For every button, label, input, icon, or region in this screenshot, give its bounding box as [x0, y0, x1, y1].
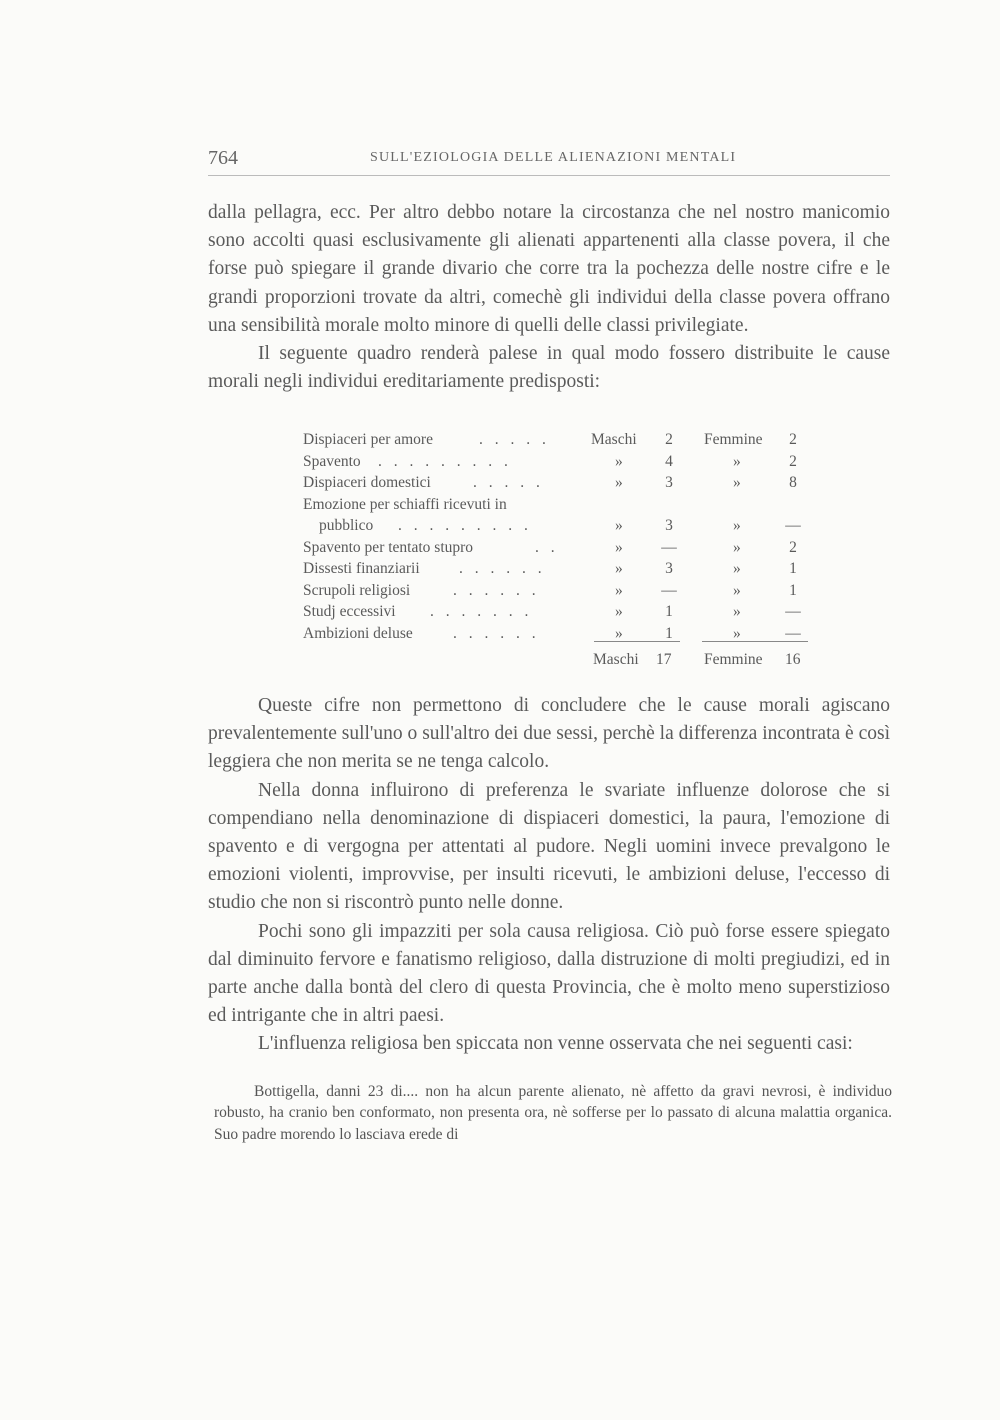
row-label: Scrupoli religiosi	[303, 581, 411, 599]
body-text-bottom	[208, 692, 890, 1059]
leader-dots: . . . . . .	[459, 560, 546, 577]
ditto-mark: »	[615, 517, 623, 534]
case-note-text: Bottigella, danni 23 di.... non ha alcun parente alienato, nè affetto da gravi nevrosi, è individuo robusto, ha cranio ben conformato, non presenta ora, nè sofferse per lo passato di alcuna malattia organica. Suo padre morendo lo lasciava erede di	[214, 1083, 892, 1143]
ditto-mark: »	[733, 474, 741, 491]
row-label: Ambizioni deluse	[303, 624, 413, 642]
row-label: Dispiaceri per amore	[303, 431, 433, 448]
males-value: 1	[665, 624, 673, 642]
females-column-label: Femmine	[704, 431, 763, 448]
table-row	[303, 494, 803, 516]
leader-dots: . . . . . . .	[430, 603, 533, 620]
moral-causes-table	[303, 429, 803, 644]
ditto-mark: »	[615, 560, 623, 577]
ditto-mark: »	[615, 474, 623, 491]
males-value: 1	[665, 603, 673, 620]
case-note	[214, 1081, 892, 1145]
leader-dots: . . . . . .	[453, 581, 540, 599]
page-number: 764	[208, 147, 238, 169]
males-value: 3	[665, 560, 673, 577]
row-label: Dissesti finanziarii	[303, 560, 420, 577]
table-row	[303, 451, 803, 473]
ditto-mark: »	[615, 452, 623, 470]
row-label: Spavento	[303, 452, 361, 470]
males-total-value: 17	[656, 651, 672, 668]
paragraph-3: Queste cifre non permettono di concludere che le cause morali agiscano prevalentemente sull'uno o sull'altro dei due sessi, perchè la differenza incontrata è così leggiera che non merita se ne tenga calcolo.	[208, 695, 890, 773]
females-total-value: 16	[785, 651, 801, 668]
males-value: 2	[665, 431, 673, 448]
females-value: —	[785, 517, 801, 534]
males-value: 3	[665, 474, 673, 491]
row-label: Emozione per schiaffi ricevuti in	[303, 495, 507, 513]
ditto-mark: »	[615, 581, 623, 599]
table-row	[303, 429, 803, 451]
males-total-label: Maschi	[593, 651, 639, 668]
paragraph-4: Nella donna influirono di preferenza le svariate influenze dolorose che si compendiano nella denominazione di dispiaceri domestici, la paura, l'emozione di spavento e di vergogna per attentati al pudore. Negli uomini invece prevalgono le emozioni violenti, improvvise, per insulti ricevuti, le ambizioni deluse, l'eccesso di studio che non si riscontrò punto nelle donne.	[208, 779, 890, 914]
ditto-mark: »	[615, 603, 623, 620]
females-value: —	[785, 603, 801, 620]
males-value: 3	[665, 517, 673, 534]
ditto-mark: »	[733, 560, 741, 577]
males-value: 4	[665, 452, 673, 470]
females-value: 1	[789, 581, 797, 599]
females-value: 2	[789, 538, 797, 556]
running-title: SULL'EZIOLOGIA DELLE ALIENAZIONI MENTALI	[370, 150, 737, 165]
table-row	[303, 472, 803, 494]
leader-dots: . .	[535, 538, 559, 556]
ditto-mark: »	[733, 581, 741, 599]
row-label: Spavento per tentato stupro	[303, 538, 474, 556]
ditto-mark: »	[733, 603, 741, 620]
table-row	[303, 601, 803, 623]
ditto-mark: »	[733, 624, 741, 642]
row-label: pubblico	[319, 517, 374, 534]
body-text-top	[208, 199, 890, 396]
leader-dots: . . . . . . . . .	[398, 517, 532, 534]
leader-dots: . . . . .	[473, 474, 544, 491]
paragraph-2: Il seguente quadro renderà palese in qual modo fossero distribuite le cause morali negli individui ereditariamente predisposti:	[208, 343, 890, 393]
females-total-label: Femmine	[704, 651, 763, 668]
paragraph-5: Pochi sono gli impazziti per sola causa religiosa. Ciò può forse essere spiegato dal diminuito fervore e fanatismo religioso, dalla distruzione di molti pregiudizi, ed in parte anche dalla bontà del clero di questa Provincia, che è molto meno superstizioso ed intrigante che in altri paesi.	[208, 920, 890, 1027]
running-header	[208, 147, 890, 176]
males-value: —	[661, 581, 677, 599]
leader-dots: . . . . . . . . .	[378, 452, 512, 470]
table-row	[303, 537, 803, 559]
paragraph-6: L'influenza religiosa ben spiccata non venne osservata che nei seguenti casi:	[258, 1033, 853, 1055]
females-value: 2	[789, 431, 797, 448]
females-value: 2	[789, 452, 797, 470]
table-row	[303, 580, 803, 602]
leader-dots: . . . . .	[479, 431, 550, 448]
paragraph-1: dalla pellagra, ecc. Per altro debbo notare la circostanza che nel nostro manicomio sono accolti quasi esclusivamente gli alienati appartenenti alla classe povera, il che forse può spiegare il grande divario che corre tra la pochezza delle nostre cifre e le grandi proporzioni trovate da altri, comechè gli individui della classe povera offrano una sensibilità morale molto minore di quelli delle classi privilegiate.	[208, 202, 890, 336]
row-label: Dispiaceri domestici	[303, 474, 431, 491]
females-total-rule	[702, 641, 808, 642]
ditto-mark: »	[733, 452, 741, 470]
ditto-mark: »	[615, 538, 623, 556]
males-total-rule	[594, 641, 680, 642]
females-value: —	[785, 624, 801, 642]
row-label: Studj eccessivi	[303, 603, 396, 620]
males-column-label: Maschi	[591, 431, 637, 448]
females-value: 1	[789, 560, 797, 577]
ditto-mark: »	[733, 538, 741, 556]
males-value: —	[661, 538, 677, 556]
table-row	[303, 558, 803, 580]
table-row	[303, 515, 803, 537]
ditto-mark: »	[733, 517, 741, 534]
females-value: 8	[789, 474, 797, 491]
ditto-mark: »	[615, 624, 623, 642]
leader-dots: . . . . . .	[453, 624, 540, 642]
